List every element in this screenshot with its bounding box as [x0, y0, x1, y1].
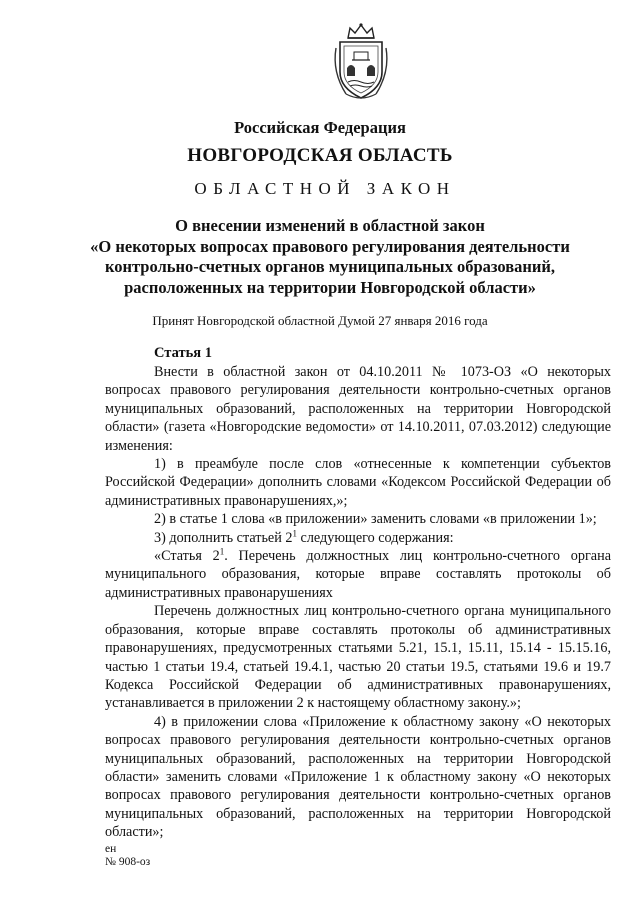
quote-heading-start: «Статья 2: [154, 548, 220, 565]
doc-type-heading: ОБЛАСТНОЙ ЗАКОН: [194, 179, 456, 198]
article-title: Статья 1: [154, 345, 212, 361]
coat-of-arms-emblem: [330, 22, 392, 104]
item3-text: 3) дополнить статьей 2: [154, 529, 293, 546]
article-item-1: 1) в преамбуле после слов «отнесенные к компетенции субъектов Российской Федерации» дополнить словами «Кодексом Российской Федерации об административных правонарушениях,»;: [105, 456, 611, 509]
item3-text-tail: следующего содержания:: [296, 529, 454, 546]
quoted-article-paragraph: Перечень должностных лиц контрольно-счетного органа муниципального образования, которые вправе составлять протоколы об административных правонарушениях, предусмотренных статьями 5.21, 15.1, 15.11, 15.14 - 15.15.16, частью 1 статьи 19.4, статьей 19.4.1, частью 20 статьи 19.5, статьями 19.6 и 19.7 Кодекса Российской Федерации об административных правонарушениях, устанавливается в приложении 2 к настоящему областному закону.»;: [105, 603, 611, 712]
article-item-3: [105, 529, 611, 547]
quoted-article-heading: [105, 547, 611, 602]
article-body: [105, 363, 611, 842]
adoption-note: Принят Новгородской областной Думой 27 января 2016 года: [152, 313, 488, 328]
item3-superscript: 1: [292, 527, 297, 538]
footer-initials: ен: [105, 843, 117, 855]
law-title: [80, 216, 580, 298]
law-title-line2: «О некоторых вопросах правового регулирования деятельности контрольно-счетных органов муниципальных образований, расположенных на территории Новгородской области»: [90, 236, 570, 297]
law-title-line1: О внесении изменений в областной закон: [175, 216, 485, 235]
document-footer: [105, 843, 150, 869]
article-item-2: 2) в статье 1 слова «в приложении» заменить словами «в приложении 1»;: [154, 511, 597, 528]
region-heading: НОВГОРОДСКАЯ ОБЛАСТЬ: [187, 145, 453, 166]
quote-heading-superscript: 1: [219, 546, 225, 557]
country-heading: Российская Федерация: [234, 118, 406, 137]
footer-number: № 908-оз: [105, 856, 151, 868]
article-item-4: 4) в приложении слова «Приложение к областному закону «О некоторых вопросах правового регулирования деятельности контрольно-счетных органов муниципальных образований, расположенных на территории Новгородской области» заменить словами «Приложение 1 к областному закону «О некоторых вопросах правового регулирования деятельности контрольно-счетных органов муниципальных образований, расположенных на территории Новгородской области»;: [105, 713, 611, 841]
quote-heading-rest: . Перечень должностных лиц контрольно-счетного органа муниципального образования, которые вправе составлять протоколы об административных правонарушениях: [105, 548, 611, 601]
article-intro: Внести в областной закон от 04.10.2011 № 1073-ОЗ «О некоторых вопросах правового регулирования деятельности контрольно-счетных органов муниципальных образований, расположенных на территории Новгородской области» (газета «Новгородские ведомости» от 14.10.2011, 07.03.2012) следующие изменения:: [105, 364, 611, 454]
